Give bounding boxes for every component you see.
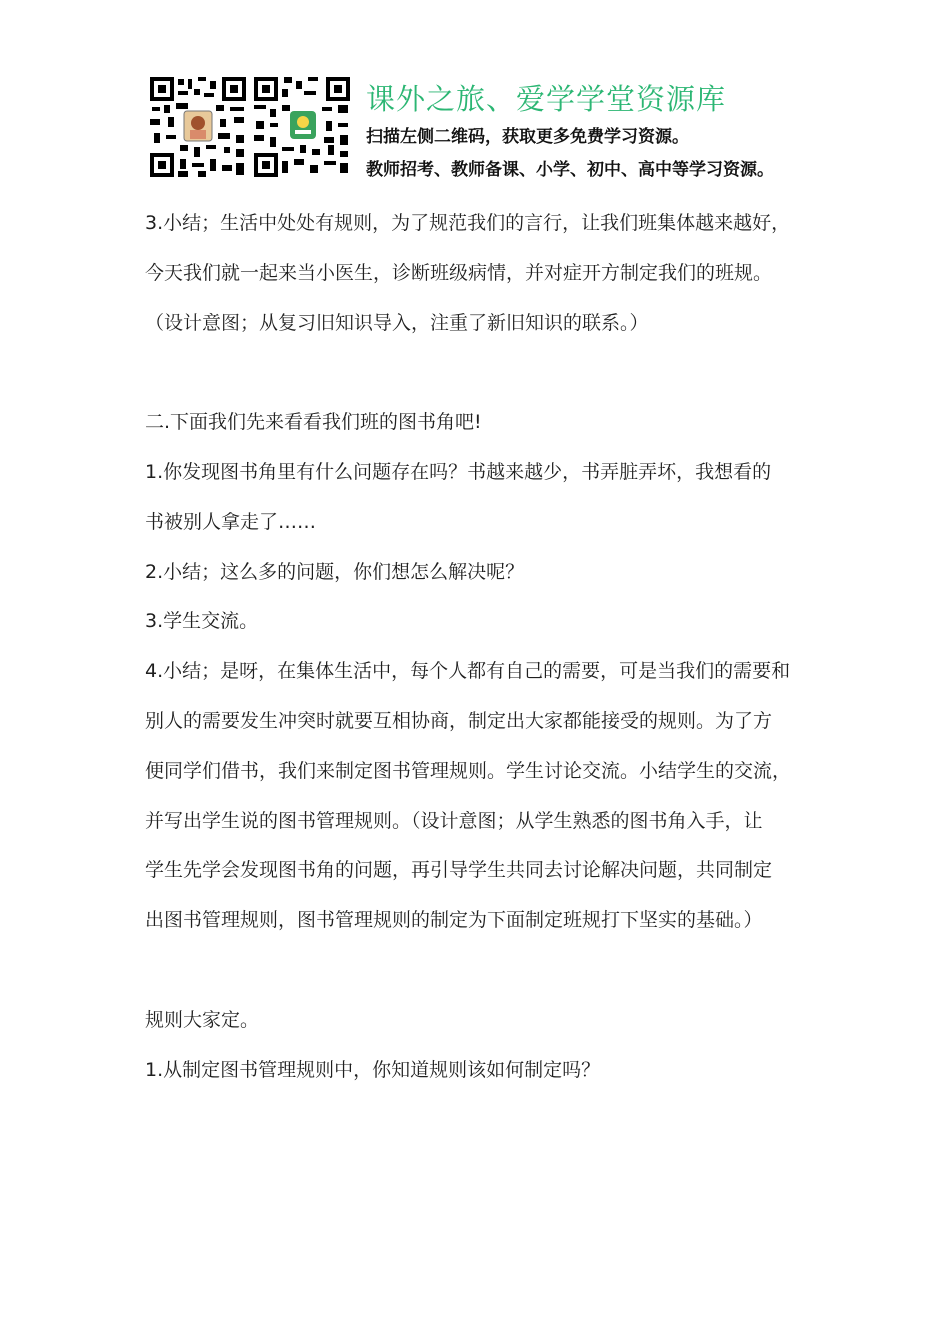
paragraph-line: 便同学们借书，我们来制定图书管理规则。学生讨论交流。小结学生的交流， [145, 759, 792, 782]
section-heading: 二.下面我们先来看看我们班的图书角吧! [145, 411, 482, 434]
qr-code-right [252, 75, 352, 179]
paragraph-line: 3.学生交流。 [145, 610, 259, 633]
blank-line [145, 953, 825, 1003]
blank-line [145, 355, 825, 405]
brand-subtitle-line: 扫描左侧二维码，获取更多免费学习资源。 [366, 127, 689, 147]
paragraph-line: 并写出学生说的图书管理规则。（设计意图；从学生熟悉的图书角入手，让 [145, 809, 763, 832]
qr-code-left [148, 75, 248, 179]
paragraph-line: 1.从制定图书管理规则中，你知道规则该如何制定吗？ [145, 1058, 601, 1081]
document-body [145, 206, 825, 1102]
paragraph-line: 别人的需要发生冲突时就要互相协商，制定出大家都能接受的规则。为了方 [145, 709, 773, 732]
brand-subtitle-line: 教师招考、教师备课、小学、初中、高中等学习资源。 [366, 160, 774, 180]
paragraph-line: 4.小结；是呀，在集体生活中，每个人都有自己的需要，可是当我们的需要和 [145, 660, 791, 683]
paragraph-line: 3.小结；生活中处处有规则，为了规范我们的言行，让我们班集体越来越好， [145, 212, 791, 234]
paragraph-line: 1.你发现图书角里有什么问题存在吗？书越来越少，书弄脏弄坏，我想看的 [145, 460, 772, 483]
paragraph-line: 今天我们就一起来当小医生，诊断班级病情，并对症开方制定我们的班规。 [145, 261, 773, 284]
resource-header [148, 75, 828, 185]
section-heading: 规则大家定。 [145, 1008, 260, 1031]
paragraph-line: （设计意图；从复习旧知识导入，注重了新旧知识的联系。） [145, 311, 649, 334]
brand-title: 课外之旅、爱学学堂资源库 [366, 82, 727, 116]
paragraph-line: 2.小结；这么多的问题，你们想怎么解决呢？ [145, 560, 525, 583]
qr-code-images [148, 75, 354, 179]
paragraph-line: 学生先学会发现图书角的问题，再引导学生共同去讨论解决问题，共同制定 [145, 859, 773, 882]
paragraph-line: 出图书管理规则，图书管理规则的制定为下面制定班规打下坚实的基础。） [145, 909, 763, 932]
paragraph-line: 书被别人拿走了…… [145, 510, 317, 533]
